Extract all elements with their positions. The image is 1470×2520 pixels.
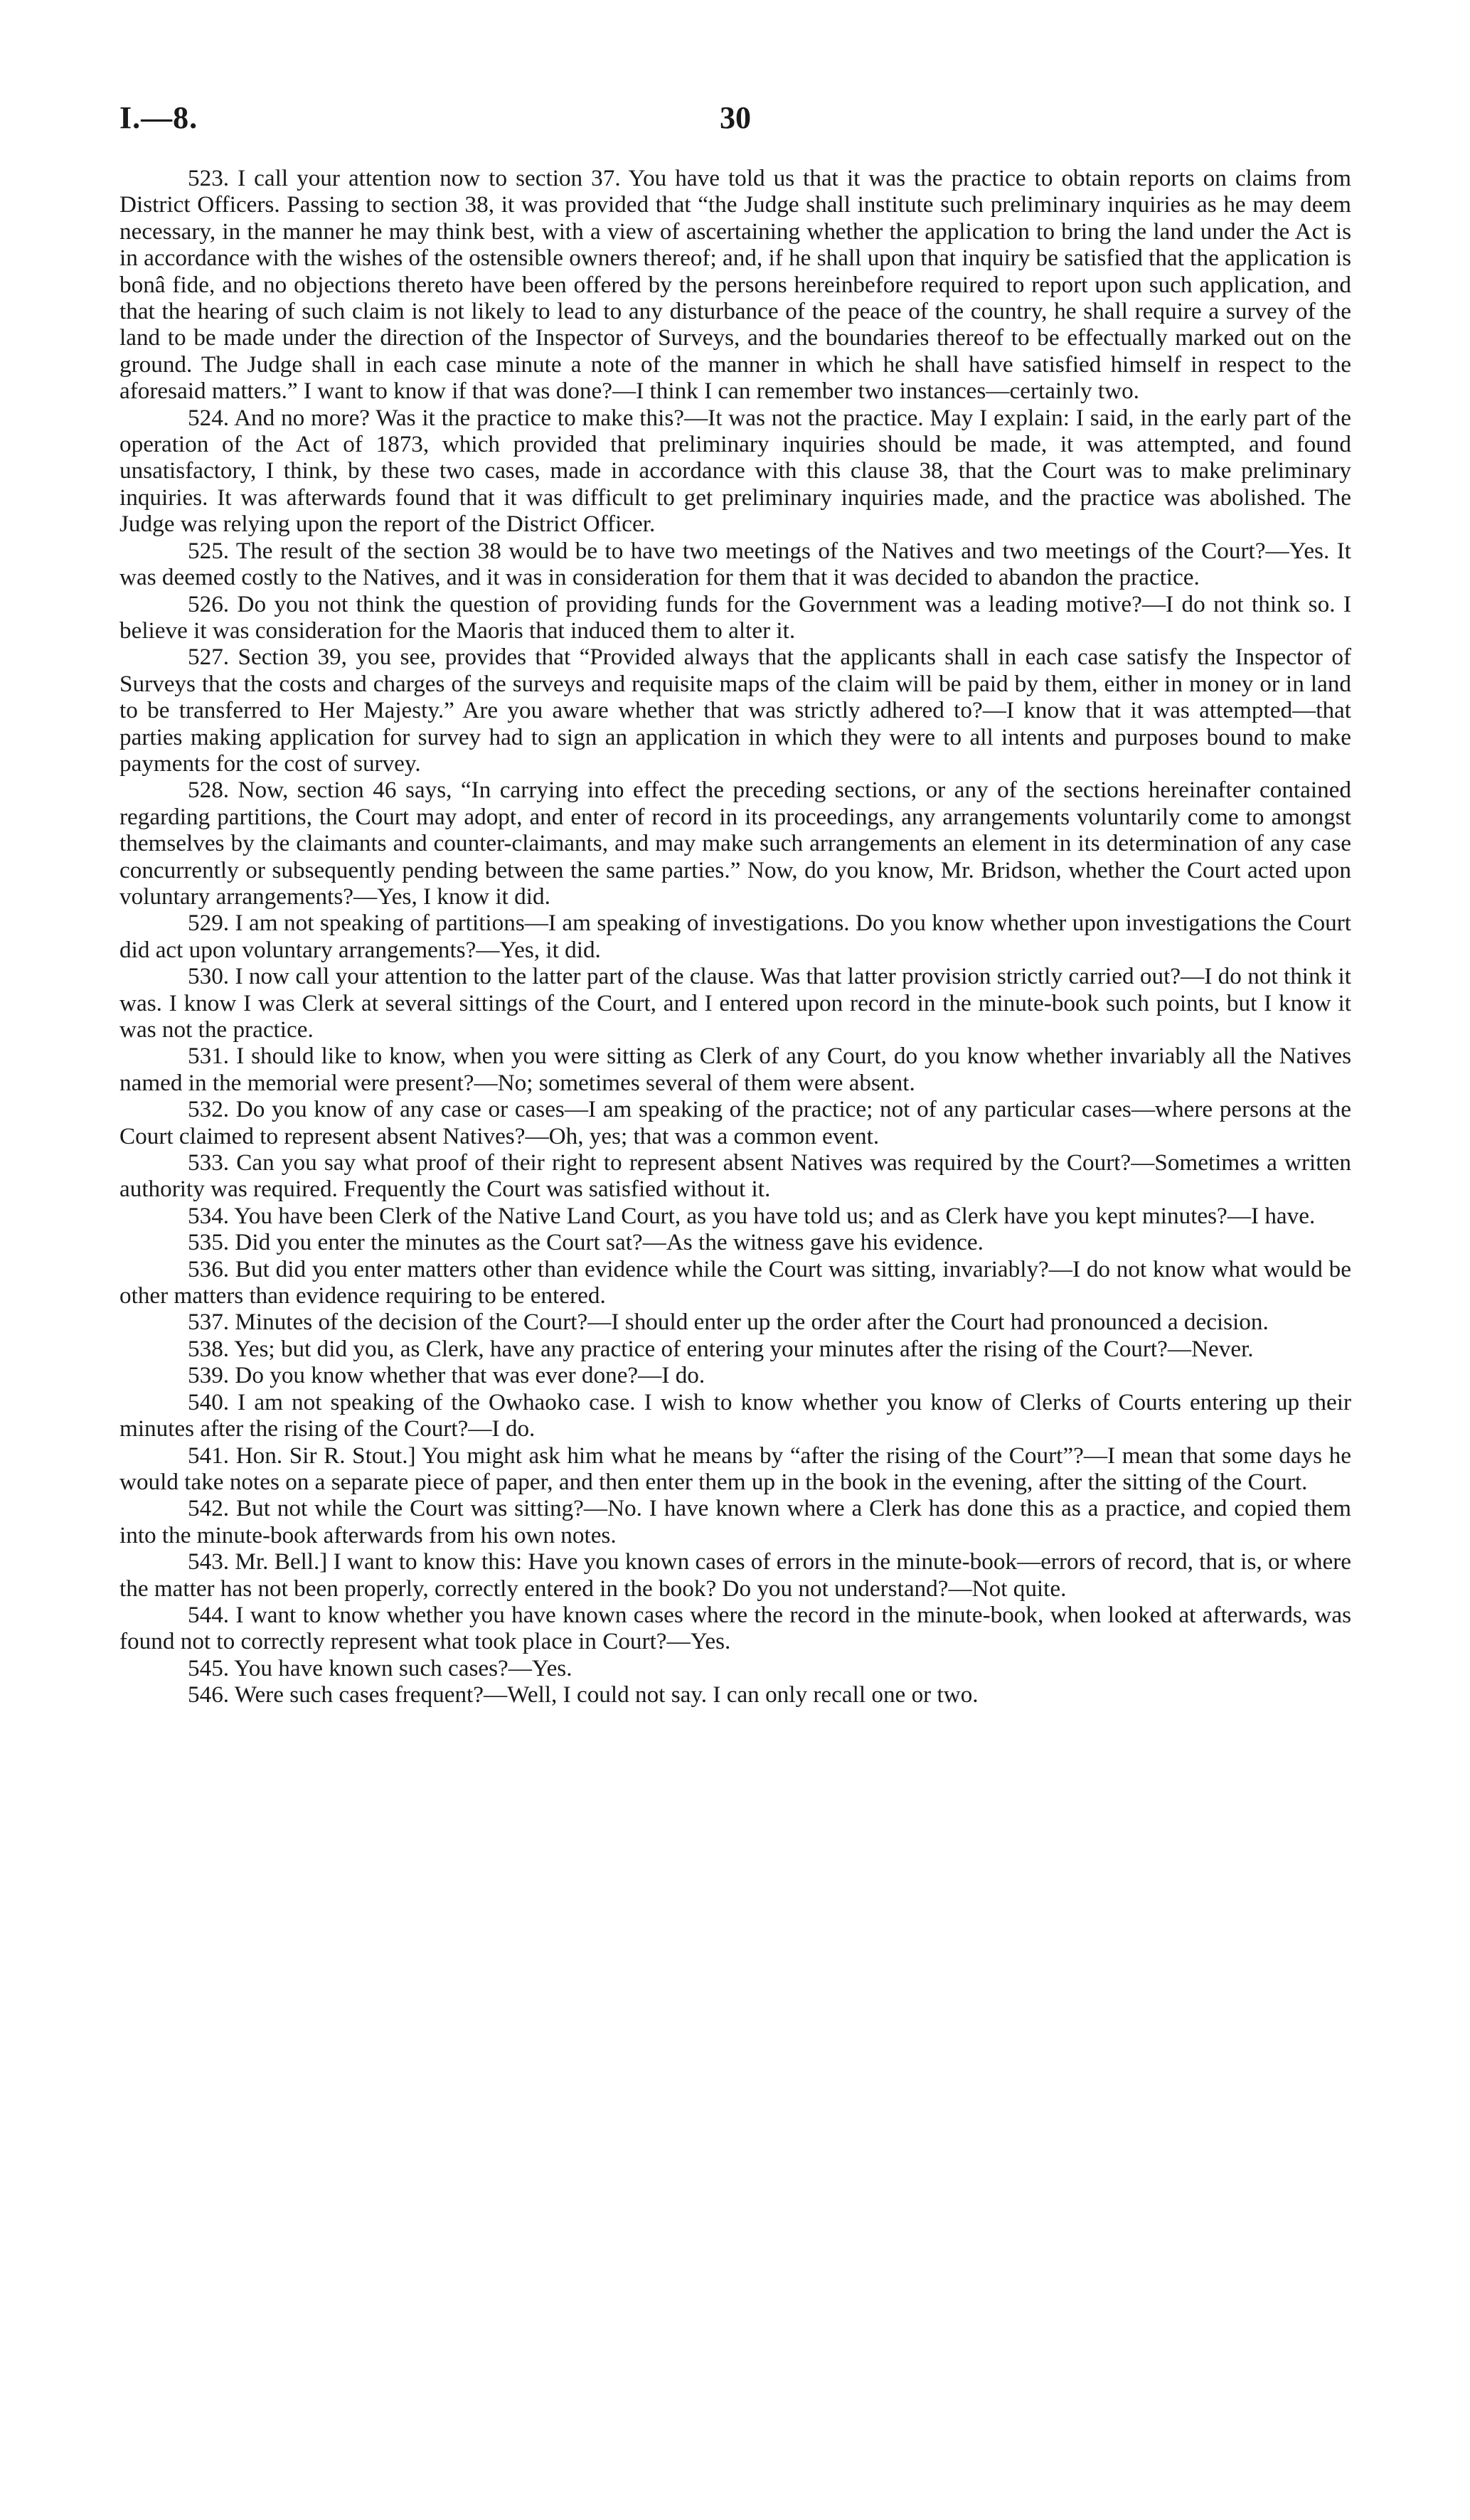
paragraph-527: 527. Section 39, you see, provides that “Provided always that the applicants shall in each case satisfy the Inspector of Surveys that the costs and charges of the surveys and requisite maps of the claim will be paid by them, either in money or in land to be transferred to Her Majesty.” Are you aware whether that was strictly adhered to?—I know that it was attempted—that parties making application for survey had to sign an application in which they were to all intents and purposes bound to make payments for the cost of survey. xyxy=(119,644,1351,777)
paragraph-539: 539. Do you know whether that was ever done?—I do. xyxy=(188,1362,705,1389)
paragraph-530: 530. I now call your attention to the latter part of the clause. Was that latter provision strictly carried out?—I do not think it was. I know I was Clerk at several sittings of the Court, and I entered upon record in the minute-book such points, but I know it was not the practice. xyxy=(119,963,1351,1043)
paragraph-542: 542. But not while the Court was sitting?—No. I have known where a Clerk has done this as a practice, and copied them into the minute-book afterwards from his own notes. xyxy=(119,1495,1351,1548)
paragraph-540: 540. I am not speaking of the Owhaoko case. I wish to know whether you know of Clerks of Courts entering up their minutes after the rising of the Court?—I do. xyxy=(119,1388,1351,1442)
paragraph-546: 546. Were such cases frequent?—Well, I could not say. I can only recall one or two. xyxy=(188,1681,979,1708)
paragraph-536: 536. But did you enter matters other than evidence while the Court was sitting, invariably?—I do not know what would be other matters than evidence requiring to be entered. xyxy=(119,1255,1351,1309)
paragraph-534: 534. You have been Clerk of the Native Land Court, as you have told us; and as Clerk have you kept minutes?—I have. xyxy=(188,1202,1316,1229)
page-number: 30 xyxy=(720,100,751,135)
page-header xyxy=(119,100,1351,142)
paragraph-528: 528. Now, section 46 says, “In carrying into effect the preceding sections, or any of the sections hereinafter contained regarding partitions, the Court may adopt, and enter of record in its proceedings, any arrangements voluntarily come to amongst themselves by the claimants and counter-claimants, and may make such arrangements an element in its determination of any case concurrently or subsequently pending between the same parties.” Now, do you know, Mr. Bridson, whether the Court acted upon voluntary arrangements?—Yes, I know it did. xyxy=(119,777,1351,910)
paragraph-525: 525. The result of the section 38 would be to have two meetings of the Natives and two meetings of the Court?—Yes. It was deemed costly to the Natives, and it was in consideration for them that it was decided to abandon the practice. xyxy=(119,537,1351,591)
paragraph-532: 532. Do you know of any case or cases—I am speaking of the practice; not of any particular cases—where persons at the Court claimed to represent absent Natives?—Oh, yes; that was a common event. xyxy=(119,1096,1351,1149)
paragraph-529: 529. I am not speaking of partitions—I am speaking of investigations. Do you know whether upon investigations the Court did act upon voluntary arrangements?—Yes, it did. xyxy=(119,910,1351,963)
paragraph-526: 526. Do you not think the question of providing funds for the Government was a leading motive?—I do not think so. I believe it was consideration for the Maoris that induced them to alter it. xyxy=(119,590,1351,644)
paragraph-541: 541. Hon. Sir R. Stout.] You might ask him what he means by “after the rising of the Court”?—I mean that some days he would take notes on a separate piece of paper, and then enter them up in the book in the evening, after the sitting of the Court. xyxy=(119,1442,1351,1495)
paragraph-544: 544. I want to know whether you have known cases where the record in the minute-book, when looked at afterwards, was found not to correctly represent what took place in Court?—Yes. xyxy=(119,1601,1351,1655)
paragraph-523: 523. I call your attention now to section 37. You have told us that it was the practice to obtain reports on claims from District Officers. Passing to section 38, it was provided that “the Judge shall institute such preliminary inquiries as he may deem necessary, in the manner he may think best, with a view of ascertaining whether the application to bring the land under the Act is in accordance with the wishes of the ostensible owners thereof; and, if he shall upon that inquiry be satisfied that the application is bonâ fide, and no objections thereto have been offered by the persons hereinbefore required to report upon such application, and that the hearing of such claim is not likely to lead to any disturbance of the peace of the country, he shall require a survey of the land to be made under the direction of the Inspector of Surveys, and the boundaries thereof to be effectually marked out on the ground. The Judge shall in each case minute a note of the manner in which he shall have satisfied himself in respect to the aforesaid matters.” I want to know if that was done?—I think I can remember two instances—certainly two. xyxy=(119,165,1351,405)
paragraph-545: 545. You have known such cases?—Yes. xyxy=(188,1654,572,1681)
paragraph-537: 537. Minutes of the decision of the Court?—I should enter up the order after the Court had pronounced a decision. xyxy=(188,1309,1269,1336)
evidence-transcript xyxy=(119,165,1351,1708)
paragraph-531: 531. I should like to know, when you were sitting as Clerk of any Court, do you know whether invariably all the Natives named in the memorial were present?—No; sometimes several of them were absent. xyxy=(119,1043,1351,1096)
paragraph-533: 533. Can you say what proof of their right to represent absent Natives was required by the Court?—Sometimes a written authority was required. Frequently the Court was satisfied without it. xyxy=(119,1149,1351,1203)
document-reference: I.—8. xyxy=(119,100,198,135)
paragraph-535: 535. Did you enter the minutes as the Court sat?—As the witness gave his evidence. xyxy=(188,1229,984,1256)
paragraph-538: 538. Yes; but did you, as Clerk, have any practice of entering your minutes after the rising of the Court?—Never. xyxy=(188,1335,1254,1362)
paragraph-524: 524. And no more? Was it the practice to make this?—It was not the practice. May I explain: I said, in the early part of the operation of the Act of 1873, which provided that preliminary inquiries should be made, it was attempted, and found unsatisfactory, I think, by these two cases, made in accordance with this clause 38, that the Court was to make preliminary inquiries. It was afterwards found that it was difficult to get preliminary inquiries made, and the practice was abolished. The Judge was relying upon the report of the District Officer. xyxy=(119,404,1351,538)
paragraph-543: 543. Mr. Bell.] I want to know this: Have you known cases of errors in the minute-book—errors of record, that is, or where the matter has not been properly, correctly entered in the book? Do you not understand?—Not quite. xyxy=(119,1548,1351,1602)
